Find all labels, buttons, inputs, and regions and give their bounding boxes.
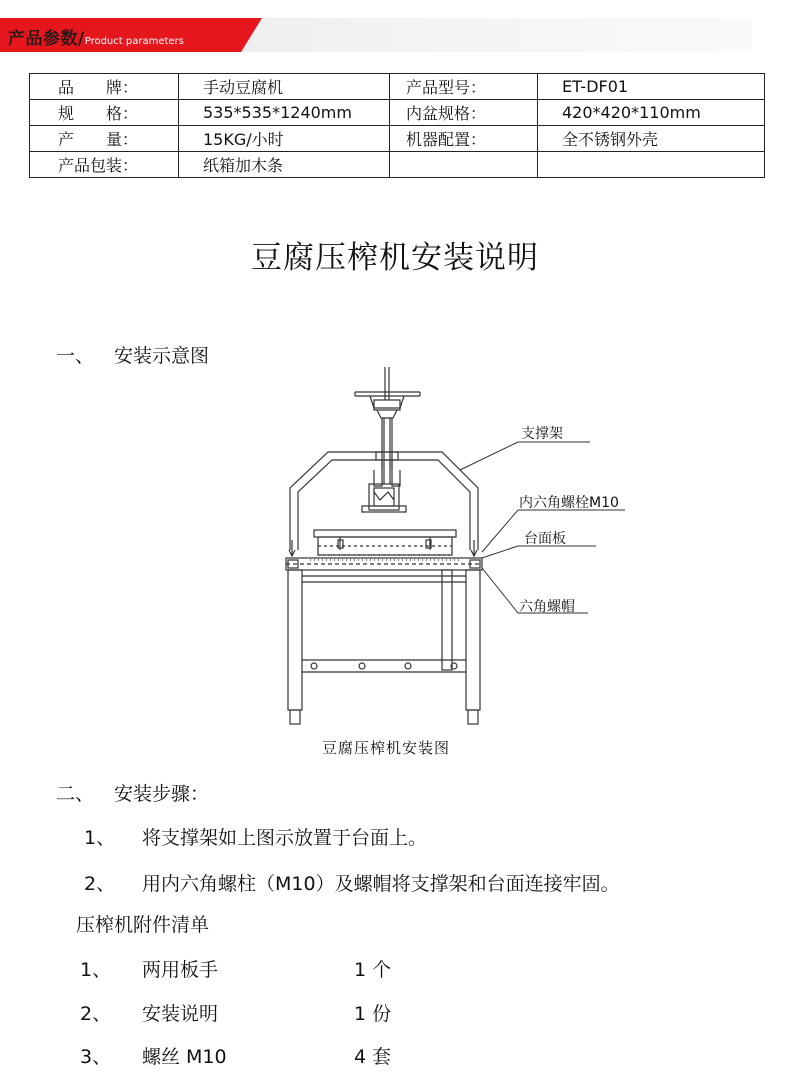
parameter-value: 15KG/小时 <box>179 126 390 152</box>
accessory-item <box>80 955 391 982</box>
accessory-item <box>80 1042 391 1069</box>
hand-wheel <box>355 367 420 418</box>
accessory-number: 1、 <box>80 959 112 981</box>
parameter-label: 内盆规格： <box>390 100 538 126</box>
accessory-name: 两用板手 <box>142 959 219 981</box>
callout-support-frame: 支撑架 <box>521 426 563 442</box>
step-item <box>84 869 620 896</box>
installation-diagram <box>270 360 630 730</box>
accessory-quantity: 1 个 <box>354 959 392 981</box>
callout-table-plate: 台面板 <box>524 531 566 547</box>
section-number: 一、 <box>56 345 95 367</box>
parameter-row <box>30 100 765 126</box>
callout-hex-nut: 六角螺帽 <box>519 599 575 615</box>
parameter-label: 产品型号： <box>390 74 538 100</box>
parameter-value: 535*535*1240mm <box>179 100 390 126</box>
parameter-label: 产 量： <box>30 126 179 152</box>
lower-rail <box>302 660 466 672</box>
accessory-number: 2、 <box>80 1003 112 1025</box>
banner-subtitle: Product parameters <box>84 36 184 47</box>
accessory-name: 螺丝 M10 <box>142 1046 227 1068</box>
section-heading-diagram <box>56 341 209 368</box>
parameter-label: 品 牌： <box>30 74 179 100</box>
step-number: 2、 <box>84 873 116 895</box>
parameter-label: 产品包装： <box>30 152 179 178</box>
parameter-value: 420*420*110mm <box>538 100 765 126</box>
step-item <box>84 823 427 850</box>
section-heading-steps <box>56 779 209 806</box>
screw-shaft <box>382 418 392 470</box>
banner-title: 产品参数/Product parameters <box>8 29 184 49</box>
bolt-arrows <box>289 540 477 556</box>
section-title: 安装步骤： <box>114 783 210 805</box>
diagram-caption: 豆腐压榨机安装图 <box>321 739 450 757</box>
parameter-value <box>538 152 765 178</box>
step-number: 1、 <box>84 827 116 849</box>
press-tray <box>314 530 456 555</box>
parameter-row <box>30 74 765 100</box>
section-title: 安装示意图 <box>114 345 210 367</box>
callout-hex-bolt: 内六角螺栓M10 <box>519 495 619 511</box>
accessory-name: 安装说明 <box>142 1003 219 1025</box>
parameter-row <box>30 152 765 178</box>
parameter-value: 手动豆腐机 <box>179 74 390 100</box>
accessory-item <box>80 999 391 1026</box>
parameter-value: ET-DF01 <box>538 74 765 100</box>
parameter-label: 机器配置： <box>390 126 538 152</box>
parameter-value: 纸箱加木条 <box>179 152 390 178</box>
section-banner <box>0 18 752 52</box>
table-top <box>286 558 482 570</box>
parameter-row <box>30 126 765 152</box>
table-legs <box>288 570 480 724</box>
document-title: 豆腐压榨机安装说明 <box>251 240 539 276</box>
accessories-title: 压榨机附件清单 <box>76 914 210 936</box>
step-text: 用内六角螺柱（M10）及螺帽将支撑架和台面连接牢固。 <box>142 873 620 895</box>
accessory-number: 3、 <box>80 1046 112 1068</box>
parameter-value: 全不锈钢外壳 <box>538 126 765 152</box>
product-parameters-table <box>29 73 765 178</box>
accessory-quantity: 4 套 <box>354 1046 392 1068</box>
accessory-quantity: 1 份 <box>354 1003 392 1025</box>
parameter-label <box>390 152 538 178</box>
section-number: 二、 <box>56 783 95 805</box>
parameter-label: 规 格： <box>30 100 179 126</box>
step-text: 将支撑架如上图示放置于台面上。 <box>142 827 428 849</box>
